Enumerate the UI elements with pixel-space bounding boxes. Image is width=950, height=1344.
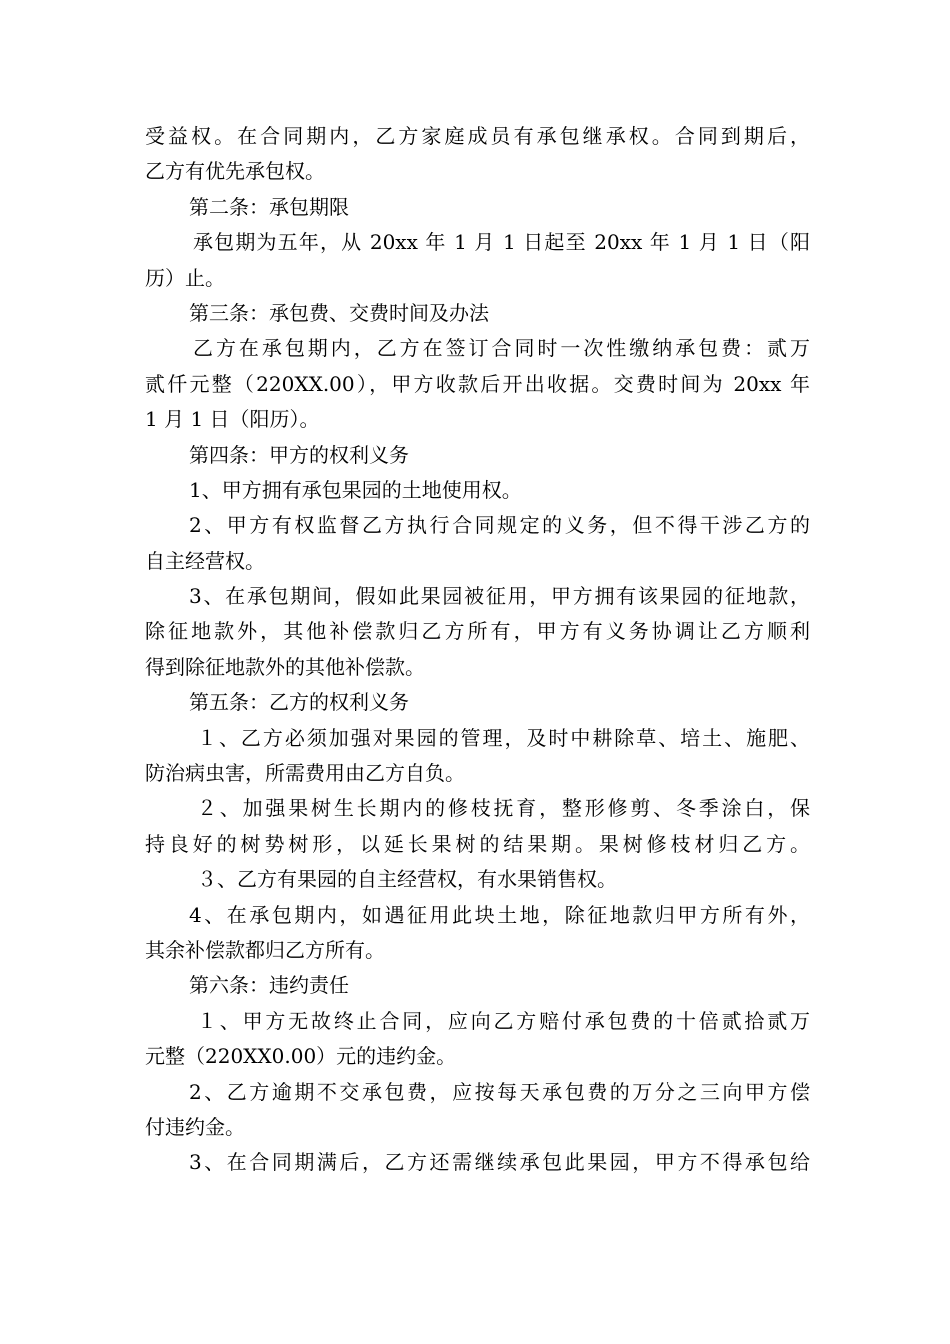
section-heading: 第二条：承包期限: [189, 194, 349, 219]
paragraph-line: 受益权。在合同期内，乙方家庭成员有承包继承权。合同到期后，: [145, 124, 810, 148]
paragraph-line: 元整（220XX0.00）元的违约金。: [145, 1044, 457, 1069]
paragraph-line: 贰仟元整（220XX.00），甲方收款后开出收据。交费时间为 20xx 年: [145, 371, 810, 396]
paragraph-line: 除征地款外，其他补偿款归乙方所有，甲方有义务协调让乙方顺利: [145, 619, 810, 644]
paragraph-line: 3、在承包期间，假如此果园被征用，甲方拥有该果园的征地款，: [189, 584, 810, 609]
paragraph-line: 2、乙方逾期不交承包费，应按每天承包费的万分之三向甲方偿: [189, 1079, 810, 1104]
paragraph-line: 其余补偿款都归乙方所有。: [145, 937, 385, 962]
paragraph-line: 乙方有优先承包权。: [145, 159, 325, 184]
paragraph-line: 1 月 1 日（阳历）。: [145, 407, 320, 432]
paragraph-line: １、乙方必须加强对果园的管理，及时中耕除草、培土、施肥、: [197, 725, 810, 750]
section-heading: 第六条：违约责任: [189, 973, 349, 998]
paragraph-line: 4、在承包期内，如遇征用此块土地，除征地款归甲方所有外，: [189, 902, 810, 927]
paragraph-line: 乙方在承包期内，乙方在签订合同时一次性缴纳承包费：贰万: [193, 336, 810, 361]
section-heading: 第五条：乙方的权利义务: [189, 690, 409, 715]
section-heading: 第三条：承包费、交费时间及办法: [189, 300, 489, 325]
paragraph-line: 防治病虫害，所需费用由乙方自负。: [145, 761, 465, 786]
document-page: [145, 119, 810, 1181]
section-heading: 第四条：甲方的权利义务: [189, 442, 409, 467]
paragraph-line: 自主经营权。: [145, 548, 265, 573]
paragraph-line: 付违约金。: [145, 1114, 245, 1139]
paragraph-line: ３、乙方有果园的自主经营权，有水果销售权。: [197, 867, 617, 892]
paragraph-line: 承包期为五年，从 20xx 年 1 月 1 日起至 20xx 年 1 月 1 日（阳: [193, 230, 810, 255]
paragraph-line: 3、在合同期满后，乙方还需继续承包此果园，甲方不得承包给: [189, 1150, 810, 1175]
paragraph-line: ２、加强果树生长期内的修枝抚育，整形修剪、冬季涂白，保: [197, 796, 810, 821]
paragraph-line: 得到除征地款外的其他补偿款。: [145, 654, 425, 679]
paragraph-line: 1、甲方拥有承包果园的土地使用权。: [189, 477, 522, 502]
paragraph-line: 持良好的树势树形，以延长果树的结果期。果树修枝材归乙方。: [145, 831, 810, 856]
paragraph-line: 历）止。: [145, 265, 225, 290]
paragraph-line: １、甲方无故终止合同，应向乙方赔付承包费的十倍贰拾贰万: [197, 1008, 810, 1033]
paragraph-line: 2、甲方有权监督乙方执行合同规定的义务，但不得干涉乙方的: [189, 513, 810, 538]
